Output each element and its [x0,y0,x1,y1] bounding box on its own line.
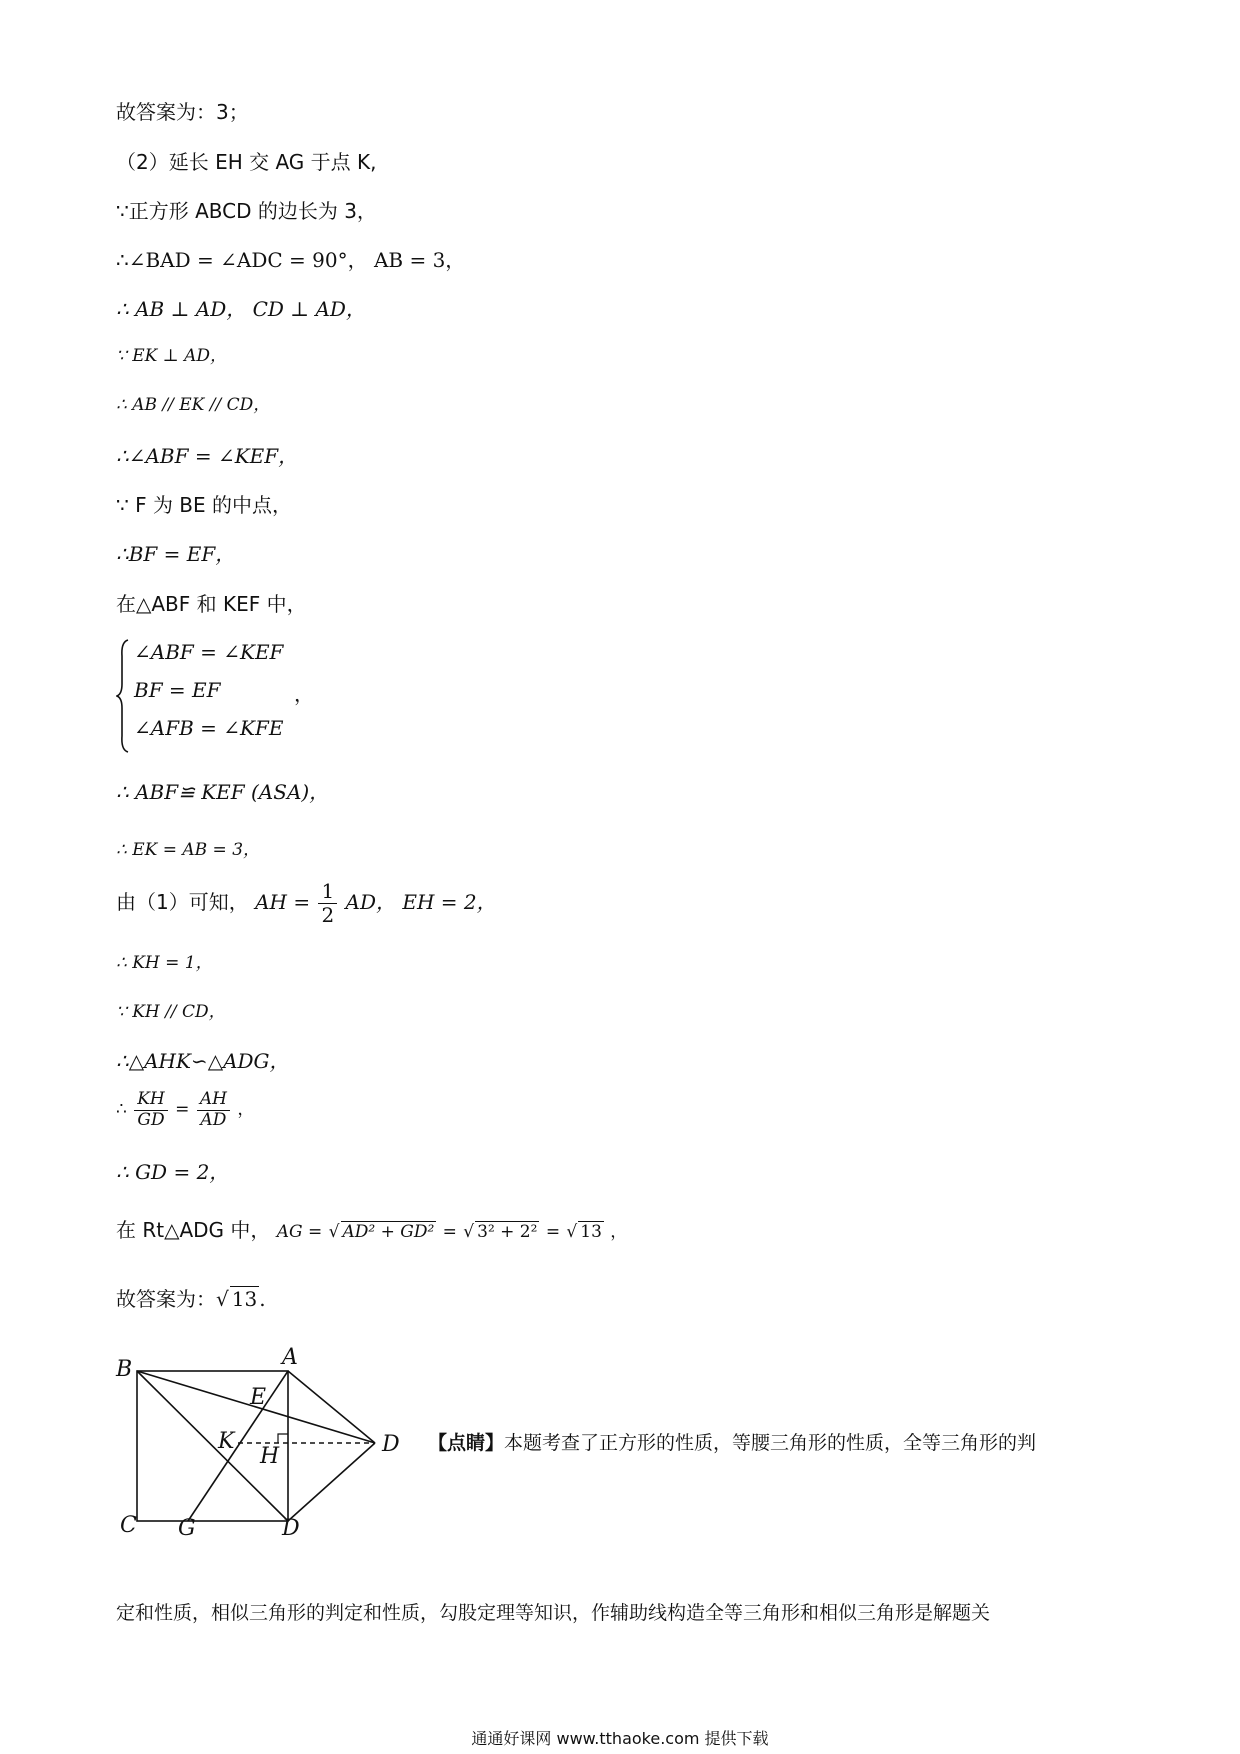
segment-de [288,1443,375,1521]
right-angle-mark [278,1434,288,1443]
sqrt-13: 13 [580,1222,602,1242]
line-right-angles: ∴∠BAD = ∠ADC = 90°， AB = 3， [116,248,466,272]
line-extend-eh: （2）延长 EH 交 AG 于点 K, [116,150,377,174]
fraction-one-half: $\frac{1}{2}$ [318,880,337,927]
label-e: D [382,1432,400,1457]
fraction-ah-ad: $\frac{AH}{AD}$ [197,1090,230,1130]
line-kh-value: ∴ KH = 1， [116,953,213,973]
line-gd-value: ∴ GD = 2， [116,1160,230,1184]
brace-icon [116,638,130,754]
line-perpendiculars: ∴ AB ⊥ AD， CD ⊥ AD， [116,297,366,321]
line-alt-angles: ∴∠ABF = ∠KEF， [116,444,299,468]
label-f: E [250,1385,267,1410]
ah-prefix: 由（1）可知， [116,890,249,914]
line-midpoint: ∵ F 为 BE 的中点， [116,493,293,517]
sqrt-ad-gd: AD² + GD² [342,1222,435,1242]
line-bf-ef: ∴BF = EF， [116,542,236,566]
line-triangles-intro: 在△ABF 和 KEF 中， [116,592,307,616]
line-ek-perp: ∵ EK ⊥ AD， [116,346,228,366]
line-congruence: ∴ ABF≌ KEF (ASA)， [116,780,330,804]
label-b: B [116,1357,133,1382]
fraction-kh-gd: $\frac{KH}{GD}$ [134,1090,168,1130]
line-square-side: ∵正方形 ABCD 的边长为 3， [116,199,377,223]
line-ah-half-ad [116,880,497,927]
label-a: A [282,1345,298,1370]
eh-value: EH = 2， [402,890,497,914]
line-pythagoras: 在 Rt△ADG 中， AG = √ AD² + GD² = √ 3² + 2² = √ 13 ， [116,1218,628,1242]
equation-system [116,638,336,754]
line-similar: ∴△AHK∽△ADG， [116,1049,290,1073]
geometry-figure [110,1338,410,1538]
line-ek-ab: ∴ EK = AB = 3， [116,840,261,860]
comment-text-1: 本题考查了正方形的性质，等腰三角形的性质，全等三角形的判 [504,1432,1037,1454]
system-row-2: BF = EF [134,678,221,702]
label-k: K [218,1429,235,1454]
label-d: D [282,1516,300,1538]
ah-lhs: AH = [255,890,311,914]
line-answer-part1: 故答案为：3； [116,100,249,124]
comment-line-2: 定和性质，相似三角形的判定和性质，勾股定理等知识，作辅助线构造全等三角形和相似三角形是解题关 [116,1602,991,1624]
line-final-answer: 故答案为：√ 13 . [116,1287,266,1311]
label-c: C [120,1513,137,1538]
system-row-1: ∠ABF = ∠KEF [134,640,284,664]
comment-tag: 【点睛】 [428,1432,505,1454]
answer-sqrt: 13 [231,1287,258,1311]
line-parallels: ∴ AB // EK // CD， [116,395,271,415]
label-h: H [260,1444,280,1469]
comment-line-1 [428,1432,1036,1455]
label-g: G [178,1516,196,1538]
system-tail: ， [294,682,314,706]
footer: 通通好课网 www.tthaoke.com 提供下载 [471,1729,769,1748]
segment-ae [288,1371,375,1443]
sqrt-3-2: 3² + 2² [477,1222,538,1242]
line-ratio: ∴ $\frac{KH}{GD}$ = $\frac{AH}{AD}$ ， [116,1089,255,1130]
system-row-3: ∠AFB = ∠KFE [134,716,284,740]
rt-prefix: 在 Rt△ADG 中， [116,1218,271,1242]
line-kh-parallel: ∵ KH // CD， [116,1002,226,1022]
ah-rhs: AD， [345,890,397,914]
